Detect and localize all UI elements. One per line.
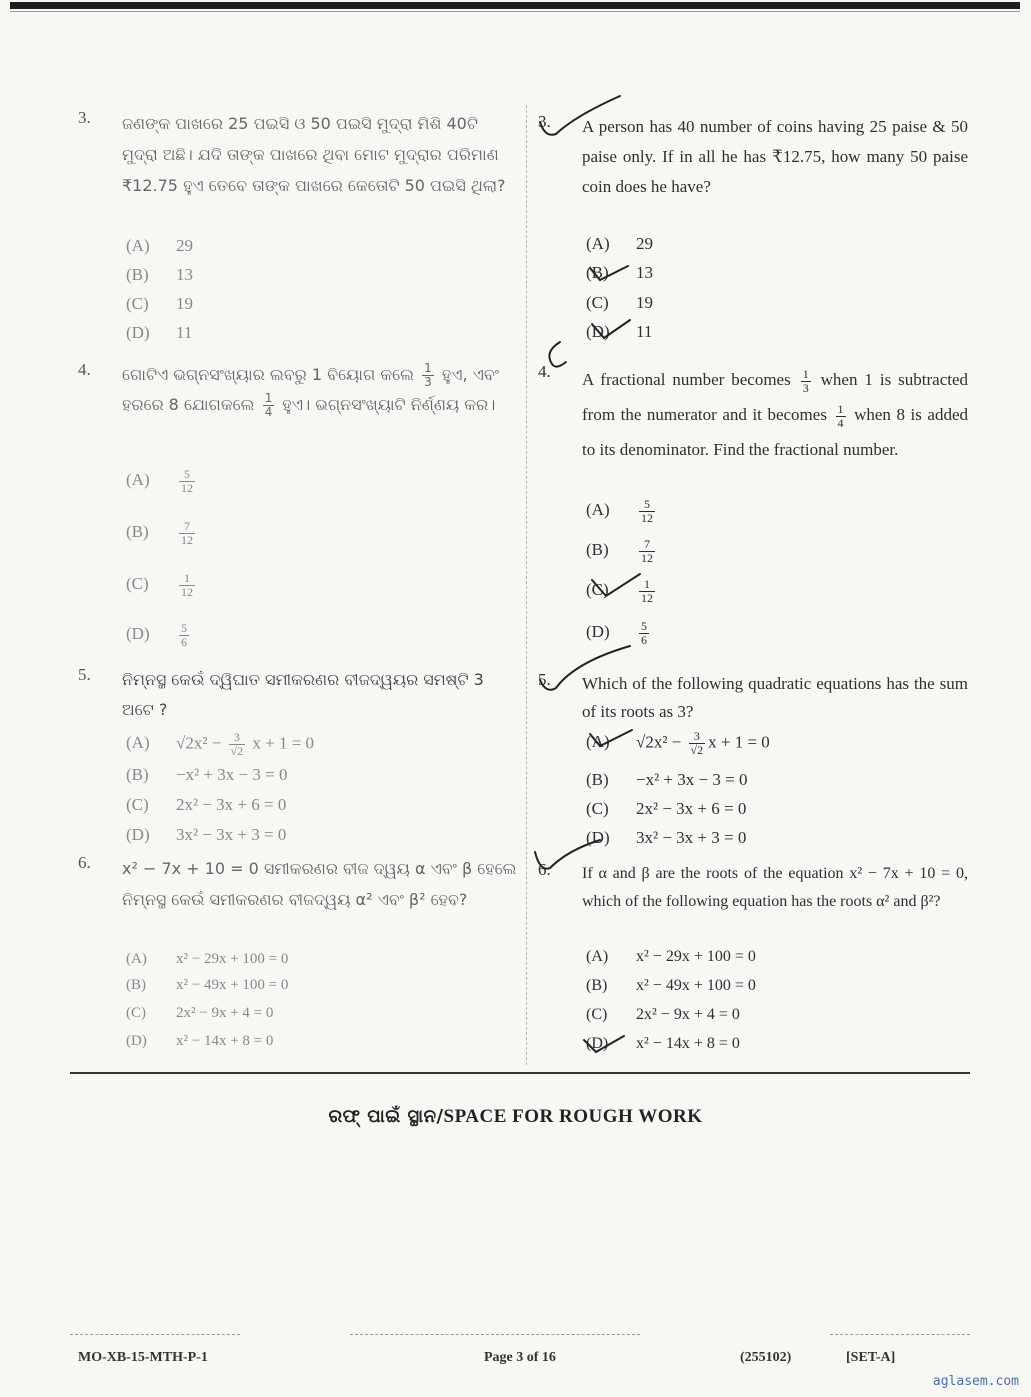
option-c: (C) 2x² − 9x + 4 = 0 (586, 1006, 740, 1023)
question-text: A fractional number becomes $\frac{1}{3}$ when 1 is subtracted from the numerator and it becomes $\frac{1}{4}$ when 8 is added to its denominator. Find the fractional number. (582, 366, 969, 459)
option-b: (B) $\frac{7}{12}$ (126, 519, 193, 547)
option-a: (A) x² − 29x + 100 = 0 (126, 951, 289, 967)
option-d: (D) $\frac{5}{6}$ (586, 619, 647, 647)
option-b: (B) 13 (586, 263, 653, 282)
question-number: 4. (538, 362, 551, 381)
question-text: If α and β are the roots of the equation x² − 7x + 10 = 0, which of the following equation has the roots α² and β²? (582, 865, 968, 910)
question-number: 6. (538, 860, 551, 879)
footer-page: Page 3 of 16 (484, 1350, 556, 1365)
column-divider (526, 105, 527, 1065)
option-c: (C) 2x² − 3x + 6 = 0 (586, 799, 747, 818)
question-number: 3. (538, 112, 551, 131)
option-d: (D) x² − 14x + 8 = 0 (126, 1033, 274, 1049)
question-text: ଗୋଟିଏ ଭଗ୍ନସଂଖ୍ୟାର ଲବରୁ 1 ବିୟୋଗ କଲେ $\frac{1}{3}$ ହୁଏ, ଏବଂ ହରରେ 8 ଯୋଗକଲେ $\frac{1}{4}$ ହୁଏ। ଭଗ୍ନସଂଖ୍ୟାଟି ନିର୍ଣ୍ଣୟ କର। (122, 361, 499, 419)
bottom-rule (70, 1072, 970, 1074)
option-c: (C) $\frac{1}{12}$ (126, 571, 193, 599)
option-b: (B) 13 (126, 265, 193, 284)
option-a: (A) √2x² − $\frac{3}{√2}$ x + 1 = 0 (126, 730, 315, 758)
option-d: (D) 11 (126, 323, 193, 342)
option-d: (D) 3x² − 3x + 3 = 0 (126, 825, 287, 844)
option-a: (A) √2x² − $\frac{3}{√2}$ x + 1 = 0 (586, 729, 770, 757)
question-number: 5. (78, 665, 91, 684)
question-number: 6. (78, 853, 91, 872)
question-text: x² − 7x + 10 = 0 ସମୀକରଣର ବୀଜ ଦ୍ୱୟ α ଏବଂ β ହେଲେ ନିମ୍ନସ୍ଥ କେଉଁ ସମୀକରଣର ବୀଜଦ୍ୱୟ α² ଏବଂ β² ହେବ? (122, 859, 517, 909)
option-c: (C) 2x² − 3x + 6 = 0 (126, 795, 287, 814)
option-a: (A) 29 (126, 236, 193, 255)
option-c: (C) 19 (126, 294, 193, 313)
option-d: (D) 3x² − 3x + 3 = 0 (586, 828, 747, 847)
option-d: (D) $\frac{5}{6}$ (126, 621, 187, 649)
watermark: aglasem.com (932, 1374, 1019, 1389)
top-border (10, 2, 1020, 9)
question-text: ଜଣଙ୍କ ପାଖରେ 25 ପଇସି ଓ 50 ପଇସି ମୁଦ୍ରା ମିଶି 40ଟି ମୁଦ୍ରା ଅଛି। ଯଦି ତାଙ୍କ ପାଖରେ ଥିବା ମୋଟ ମୁଦ୍ରାର ପରିମାଣ ₹12.75 ହୁଏ ତେବେ ତାଙ୍କ ପାଖରେ କେତୋଟି 50 ପଇସି ଥିଲା? (122, 114, 506, 195)
footer-dash-left (70, 1334, 240, 1335)
option-b: (B) x² − 49x + 100 = 0 (126, 977, 289, 993)
option-c: (C) $\frac{1}{12}$ (586, 577, 653, 605)
option-c: (C) 19 (586, 293, 653, 312)
option-b: (B) $\frac{7}{12}$ (586, 537, 653, 565)
option-d: (D) 11 (586, 322, 653, 341)
option-b: (B) −x² + 3x − 3 = 0 (126, 765, 288, 784)
option-a: (A) $\frac{5}{12}$ (586, 497, 653, 525)
option-a: (A) $\frac{5}{12}$ (126, 467, 193, 495)
rough-work-heading: ରଫ୍ ପାଇଁ ସ୍ଥାନ/SPACE FOR ROUGH WORK (328, 1106, 703, 1127)
question-number: 5. (538, 670, 551, 689)
footer-dash-center (350, 1334, 640, 1335)
footer-code: MO-XB-15-MTH-P-1 (78, 1350, 208, 1365)
check-mark-q4 (549, 342, 566, 367)
question-text: Which of the following quadratic equations has the sum of its roots as 3? (582, 674, 968, 721)
option-c: (C) 2x² − 9x + 4 = 0 (126, 1005, 274, 1021)
option-a: (A) x² − 29x + 100 = 0 (586, 948, 756, 965)
question-number: 4. (78, 360, 91, 379)
top-border-thin (10, 11, 1020, 12)
footer-id: (255102) (740, 1350, 792, 1365)
option-b: (B) x² − 49x + 100 = 0 (586, 977, 756, 994)
footer-dash-right (830, 1334, 970, 1335)
question-text: ନିମ୍ନସ୍ଥ କେଉଁ ଦ୍ୱିଘାତ ସମୀକରଣର ବୀଜଦ୍ୱୟର ସମଷ୍ଟି 3 ଅଟେ ? (122, 670, 484, 719)
option-b: (B) −x² + 3x − 3 = 0 (586, 770, 748, 789)
option-d: (D) x² − 14x + 8 = 0 (586, 1035, 740, 1052)
question-text: A person has 40 number of coins having 25 paise & 50 paise only. If in all he has ₹12.75, how many 50 paise coin does he have? (582, 117, 968, 196)
question-number: 3. (78, 108, 91, 127)
option-a: (A) 29 (586, 234, 653, 253)
footer-set: [SET-A] (846, 1350, 896, 1365)
